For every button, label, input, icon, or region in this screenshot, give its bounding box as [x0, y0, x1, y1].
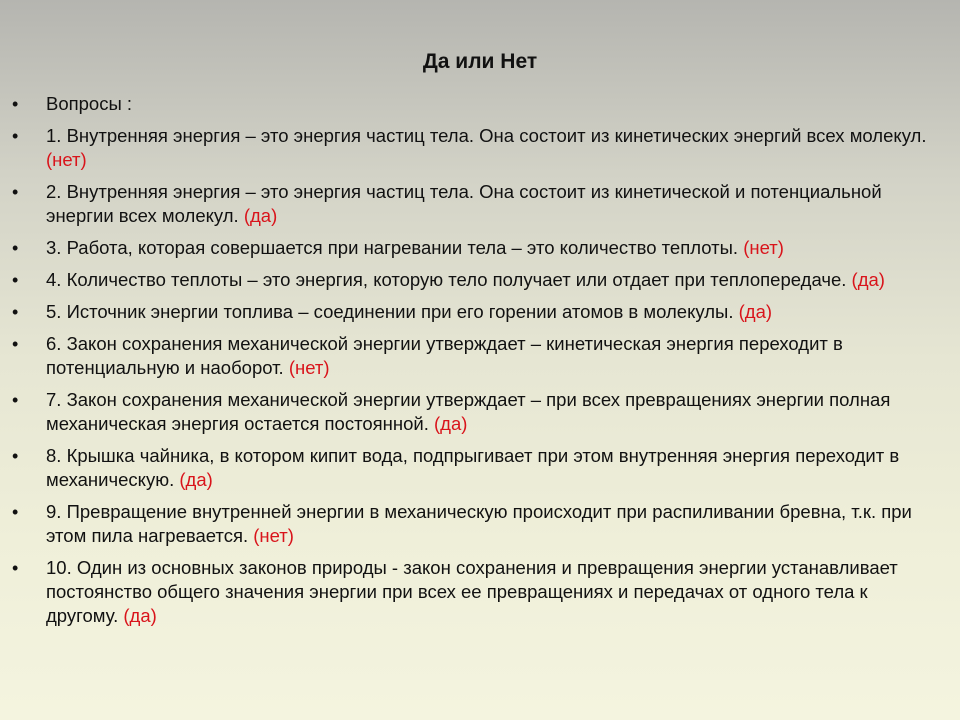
bullet-icon: •: [12, 390, 19, 410]
item-text: 4. Количество теплоты – это энергия, которую тело получает или отдает при теплопередаче.: [46, 269, 847, 290]
bullet-icon: •: [12, 182, 19, 202]
answer-label: (да): [123, 605, 157, 626]
bullet-icon: •: [12, 270, 19, 290]
bullet-icon: •: [12, 238, 19, 258]
item-text: 9. Превращение внутренней энергии в механическую происходит при распиливании бревна, т.к. при этом пила нагревается.: [46, 501, 912, 546]
item-text: Вопросы :: [46, 93, 133, 114]
item-text: 10. Один из основных законов природы - закон сохранения и превращения энергии устанавливает постоянство общего значения энергии при всех ее превращениях и передачах от одного тела к другому.: [46, 557, 898, 626]
item-text: 2. Внутренняя энергия – это энергия частиц тела. Она состоит из кинетической и потенциальной энергии всех молекул.: [46, 181, 882, 226]
list-item: [12, 180, 942, 228]
bullet-icon: •: [12, 94, 19, 114]
list-item: [12, 124, 942, 172]
bullet-icon: •: [12, 302, 19, 322]
list-item: [12, 268, 942, 292]
answer-label: (нет): [253, 525, 294, 546]
item-text: 8. Крышка чайника, в котором кипит вода, подпрыгивает при этом внутренняя энергия переходит в механическую.: [46, 445, 900, 490]
answer-label: (да): [738, 301, 773, 322]
bullet-icon: •: [12, 334, 19, 354]
slide-title: Да или Нет: [422, 50, 538, 73]
item-text: 1. Внутренняя энергия – это энергия частиц тела. Она состоит из кинетических энергий всех молекул.: [46, 125, 927, 146]
list-item: [12, 500, 942, 548]
answer-label: (да): [434, 413, 468, 434]
answer-label: (нет): [288, 357, 330, 378]
list-item-header: [12, 92, 942, 116]
question-list: [12, 92, 942, 636]
answer-label: (да): [851, 269, 885, 290]
list-item: [12, 388, 942, 436]
item-text: 5. Источник энергии топлива – соединении при его горении атомов в молекулы.: [46, 301, 734, 322]
item-text: 6. Закон сохранения механической энергии утверждает – кинетическая энергия переходит в потенциальную и наоборот.: [46, 333, 843, 378]
bullet-icon: •: [12, 558, 19, 578]
item-text: 3. Работа, которая совершается при нагревании тела – это количество теплоты.: [46, 237, 739, 258]
bullet-icon: •: [12, 502, 19, 522]
answer-label: (да): [179, 469, 213, 490]
bullet-icon: •: [12, 446, 19, 466]
list-item: [12, 556, 942, 628]
list-item: [12, 444, 942, 492]
answer-label: (да): [243, 205, 278, 226]
answer-label: (нет): [743, 237, 784, 258]
bullet-icon: •: [12, 126, 19, 146]
item-text: 7. Закон сохранения механической энергии утверждает – при всех превращениях энергии полная механическая энергия остается постоянной.: [46, 389, 891, 434]
list-item: [12, 300, 942, 324]
list-item: [12, 236, 942, 260]
answer-label: (нет): [46, 149, 87, 170]
list-item: [12, 332, 942, 380]
